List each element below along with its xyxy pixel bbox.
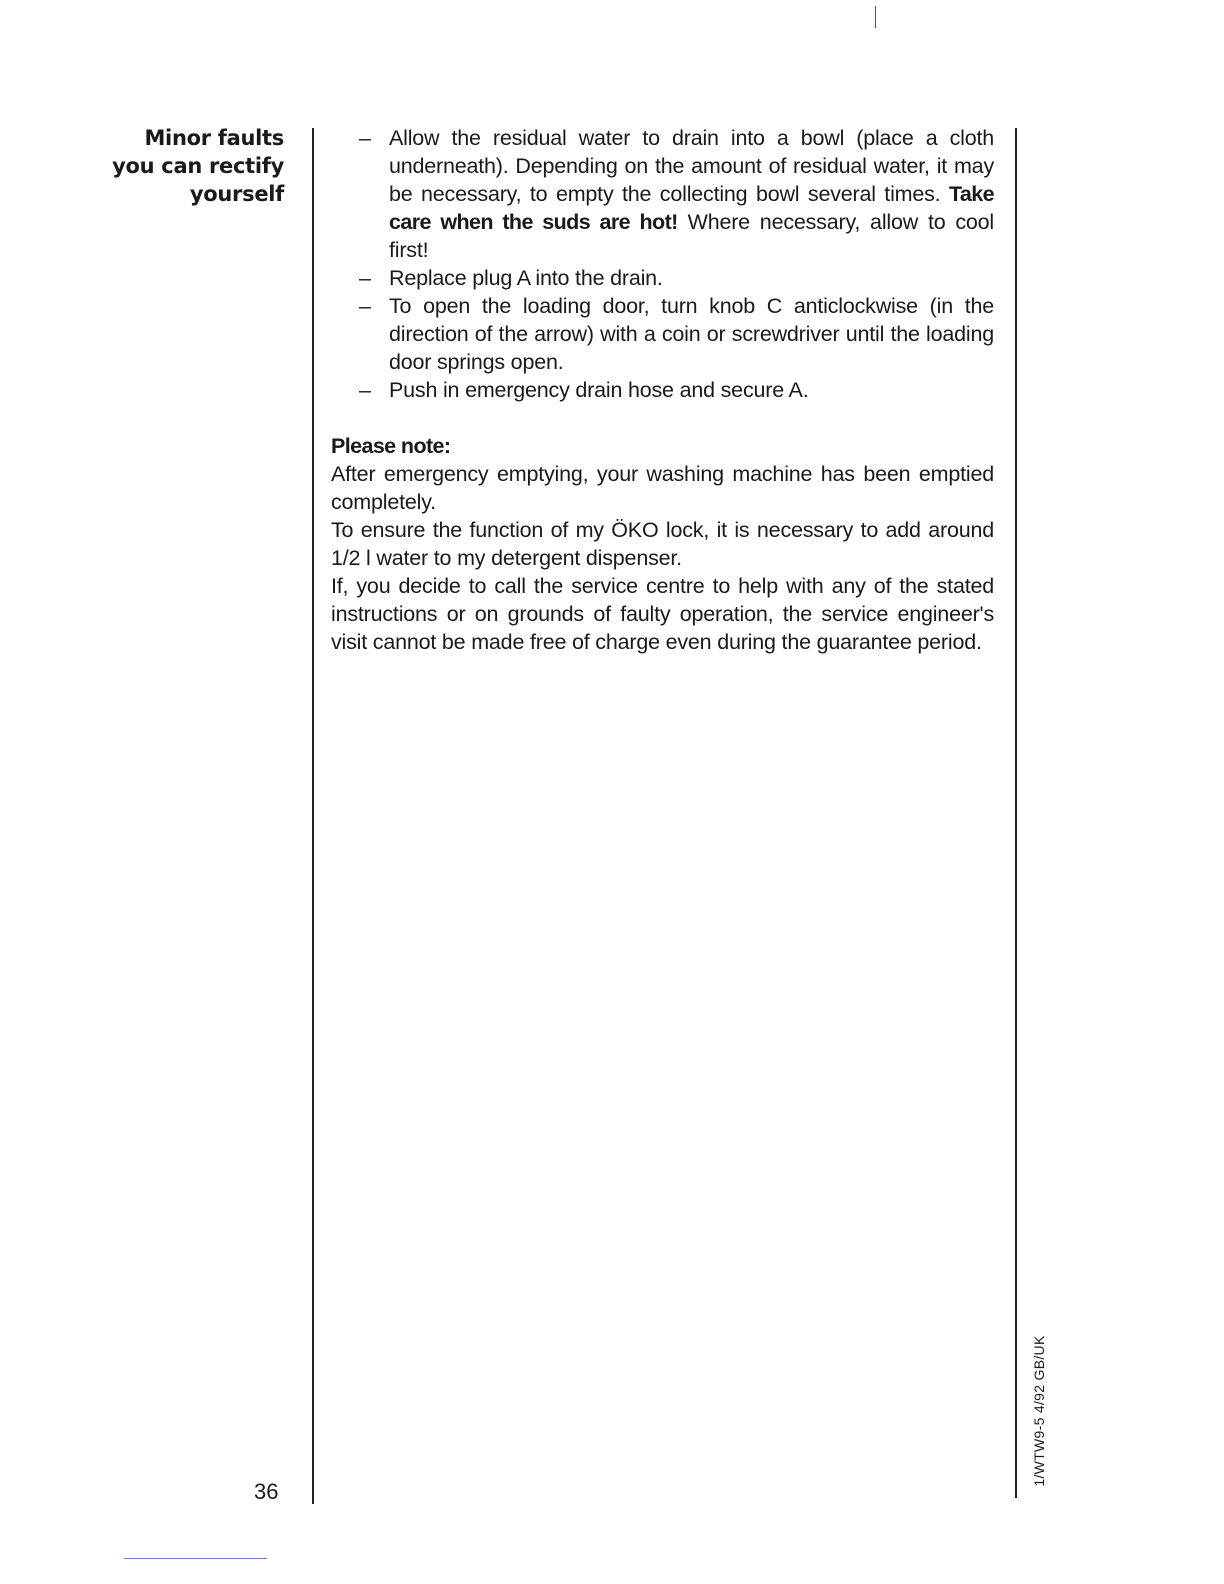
instruction-item	[331, 124, 994, 264]
top-tick-mark	[875, 6, 876, 28]
left-vertical-rule	[312, 128, 314, 1504]
document-code	[1027, 1326, 1051, 1496]
note-paragraph: If, you decide to call the service centre to help with any of the stated instructions or on grounds of faulty operation, the service engineer's visit cannot be made free of charge even during the guarantee period.	[331, 574, 994, 654]
dash-bullet: –	[359, 126, 371, 150]
page-number: 36	[254, 1479, 279, 1504]
instruction-text: Replace plug A into the drain.	[389, 266, 663, 290]
instruction-item	[331, 292, 994, 376]
instruction-item	[331, 376, 994, 404]
section-heading-line-2: you can rectify	[112, 154, 284, 178]
hot-suds-warning: Take care when the suds are hot!	[389, 182, 994, 234]
dash-bullet: –	[359, 266, 371, 290]
instruction-list	[331, 124, 994, 404]
main-content	[331, 124, 994, 656]
right-vertical-rule	[1015, 128, 1017, 1498]
instruction-text-cont: Where necessary, allow to cool first!	[389, 210, 994, 262]
note-section	[331, 432, 994, 656]
instruction-text: Allow the residual water to drain into a bowl (place a cloth underneath). Depending on the amount of residual water, it may be necessary, to empty the collecting bowl several times.	[389, 126, 994, 206]
section-heading-line-1: Minor faults	[144, 126, 284, 150]
instruction-text: Push in emergency drain hose and secure A.	[389, 378, 809, 402]
dash-bullet: –	[359, 294, 371, 318]
note-paragraph: After emergency emptying, your washing machine has been emptied completely.	[331, 462, 994, 514]
section-heading-line-3: yourself	[189, 182, 284, 206]
section-heading	[64, 124, 284, 208]
instruction-item	[331, 264, 994, 292]
document-code-text: 1/WTW9-5 4/92 GB/UK	[1031, 1335, 1047, 1487]
bottom-edge-line	[124, 1558, 267, 1559]
instruction-text: To open the loading door, turn knob C anticlockwise (in the direction of the arrow) with a coin or screwdriver until the loading door springs open.	[389, 294, 994, 374]
note-title: Please note:	[331, 434, 451, 458]
dash-bullet: –	[359, 378, 371, 402]
note-paragraph: To ensure the function of my ÖKO lock, it is necessary to add around 1/2 l water to my detergent dispenser.	[331, 518, 994, 570]
